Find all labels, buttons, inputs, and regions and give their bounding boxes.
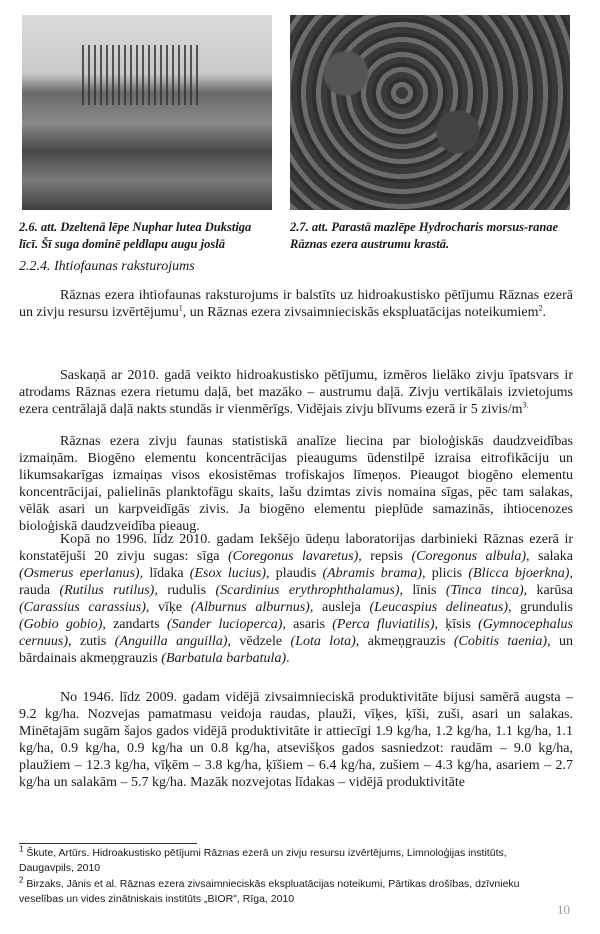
text-run: , līdaka (139, 566, 190, 581)
text-run: Saskaņā ar 2010. gadā veikto hidroakustisko pētījumu, izmēros lielāko zivju īpatsvars ir atrodams Rāznas ezera rietumu daļā, bet mazāko – austrumu daļā. Zivju vertikālais izvietojums ezera centrālajā daļā nakts stundās ir vienmērīgs. Vidējais zivju blīvums ezerā ir 5 zivis/m (19, 368, 573, 417)
text-run: , grundulis (507, 600, 574, 615)
photo-frogbit (290, 15, 570, 210)
species-latin-name: (Lota lota) (290, 634, 356, 649)
text-run: , rauda (19, 566, 573, 598)
species-latin-name: (Anguilla anguilla) (114, 634, 228, 649)
text-run: . (542, 305, 547, 320)
text-run: Rāznas ezera zivju faunas statistiskā analīze liecina par bioloģiskās daudzveidības izmaiņām. Biogēno elementu koncentrācijas pieaugums ūdenstilpē izraisa eitrofikāciju un likumsakarīgas izmaiņas visos ekosistēmas trofiskajos līmeņos. Pieaugot biogēno elementu koncentrācijai, palielinās planktofāgu skaits, lašu dzimtas zivis nomaina sīgas, pēc tam salakas, vēlāk asari un karpveidīgās zivis. Ja biogēno elementu pieplūde samazinās, ihtiocenozes bioloģiskā daudzveidība pieaug. (19, 434, 573, 534)
page-number: 10 (557, 902, 570, 917)
species-latin-name: (Gobio gobio) (19, 617, 103, 632)
species-latin-name: (Tinca tinca) (445, 583, 524, 598)
species-latin-name: (Alburnus alburnus) (190, 600, 310, 615)
species-latin-name: (Coregonus albula) (411, 549, 526, 564)
footnote-text: Škute, Artūrs. Hidroakustisko pētījumi Rāznas ezerā un zivju resursu izvērtējums, Limnoloģijas institūts, Daugavpils, 2010 (19, 847, 507, 874)
paragraph (19, 367, 573, 418)
text-run: , zutis (68, 634, 115, 649)
text-run: , salaka (526, 549, 573, 564)
text-run: , repsis (358, 549, 412, 564)
footnote-text: Birzaks, Jānis et al. Rāznas ezera zivsaimnieciskās ekspluatācijas noteikumi, Pārtikas drošības, dzīvnieku veselības un vides zinātniskais institūts „BIOR", Rīga, 2010 (19, 878, 520, 905)
footnote-divider (19, 843, 197, 844)
species-latin-name: (Gymnocephalus cernuus) (19, 617, 573, 649)
species-latin-name: (Rutilus rutilus) (59, 583, 155, 598)
text-run: , rudulis (154, 583, 216, 598)
species-latin-name: (Scardinius erythrophthalamus) (215, 583, 400, 598)
text-run: , līnis (399, 583, 446, 598)
paragraph (19, 531, 573, 667)
text-run: , ausleja (309, 600, 370, 615)
paragraph (19, 287, 573, 321)
text-run: , plicis (422, 566, 469, 581)
footnote-reference: 3. (522, 400, 529, 410)
text-run: , plaudis (266, 566, 323, 581)
text-run: Kopā no 1996. līdz 2010. gadam Iekšējo ūdeņu laboratorijas darbinieki Rāznas ezerā ir konstatējuši 20 zivju sugas: sīga (19, 532, 573, 564)
photo-yellow-water-lily (22, 15, 272, 210)
text-run: Rāznas ezera ihtiofaunas raksturojums ir balstīts uz hidroakustisko pētījumu Rāznas ezerā un zivju resursu izvērtējumu (19, 288, 573, 320)
figure-caption-2-7: 2.7. att. Parastā mazlēpe Hydrocharis morsus-ranae Rāznas ezera austrumu krastā. (290, 220, 559, 251)
footnote-reference: 2 (538, 303, 543, 313)
species-latin-name: (Abramis brama) (322, 566, 423, 581)
species-latin-name: (Esox lucius) (189, 566, 267, 581)
figure-caption-2-6: 2.6. att. Dzeltenā lēpe Nuphar lutea Dukstiga līcī. Šī suga dominē peldlapu augu joslā (19, 220, 252, 251)
text-run: , ķīsis (434, 617, 479, 632)
paragraph (19, 689, 573, 791)
text-run: , asaris (282, 617, 333, 632)
species-latin-name: (Perca fluviatilis) (332, 617, 435, 632)
species-latin-name: (Leucaspius delineatus) (369, 600, 508, 615)
section-heading: 2.2.4. Ihtiofaunas raksturojums (19, 259, 195, 274)
text-run: , zandarts (102, 617, 167, 632)
text-run: , un Rāznas ezera zivsaimnieciskās ekspluatācijas noteikumiem (182, 305, 539, 320)
paragraph (19, 433, 573, 535)
text-run: . (286, 651, 290, 666)
species-latin-name: (Blicca bjoerkna) (468, 566, 570, 581)
text-run: , vēdzele (227, 634, 291, 649)
species-latin-name: (Carassius carassius) (19, 600, 146, 615)
text-run: , un bārdainais akmeņgrauzis (19, 634, 574, 666)
footnote-1 (19, 846, 539, 876)
footnote-mark: 1 (19, 844, 24, 854)
footnote-2 (19, 877, 539, 907)
text-run: , vīķe (145, 600, 191, 615)
footnote-mark: 2 (19, 875, 24, 885)
footnote-reference: 1 (178, 303, 183, 313)
species-latin-name: (Sander lucioperca) (166, 617, 283, 632)
species-latin-name: (Cobitis taenia) (453, 634, 548, 649)
species-latin-name: (Osmerus eperlanus) (19, 566, 140, 581)
text-run: , karūsa (523, 583, 573, 598)
text-run: , akmeņgrauzis (355, 634, 454, 649)
species-latin-name: (Coregonus lavaretus) (227, 549, 359, 564)
species-latin-name: (Barbatula barbatula) (161, 651, 287, 666)
text-run: No 1946. līdz 2009. gadam vidējā zivsaimnieciskā produktivitāte bijusi samērā augsta – 9.2 kg/ha. Nozvejas pamatmasu veidoja raudas, plauži, vīķes, ķīši, zuši, asari un salakas. Minētajām sugām šajos gados vidējā produktivitāte ir attiecīgi 1.9 kg/ha, 1.2 kg/ha, 1.1 kg/ha, 1.1 kg/ha, 0.9 kg/ha, 0.9 kg/ha un 0.8 kg/ha, atsevišķos gados sasniedzot: raudām – 9.0 kg/ha, plaužiem – 12.3 kg/ha, vīķēm – 3.8 kg/ha, ķīšiem – 6.4 kg/ha, zušiem – 4.3 kg/ha, asariem – 2.7 kg/ha un salakām – 5.7 kg/ha. Mazāk nozvejotas līdakas – vidējā produktivitāte (19, 690, 573, 790)
